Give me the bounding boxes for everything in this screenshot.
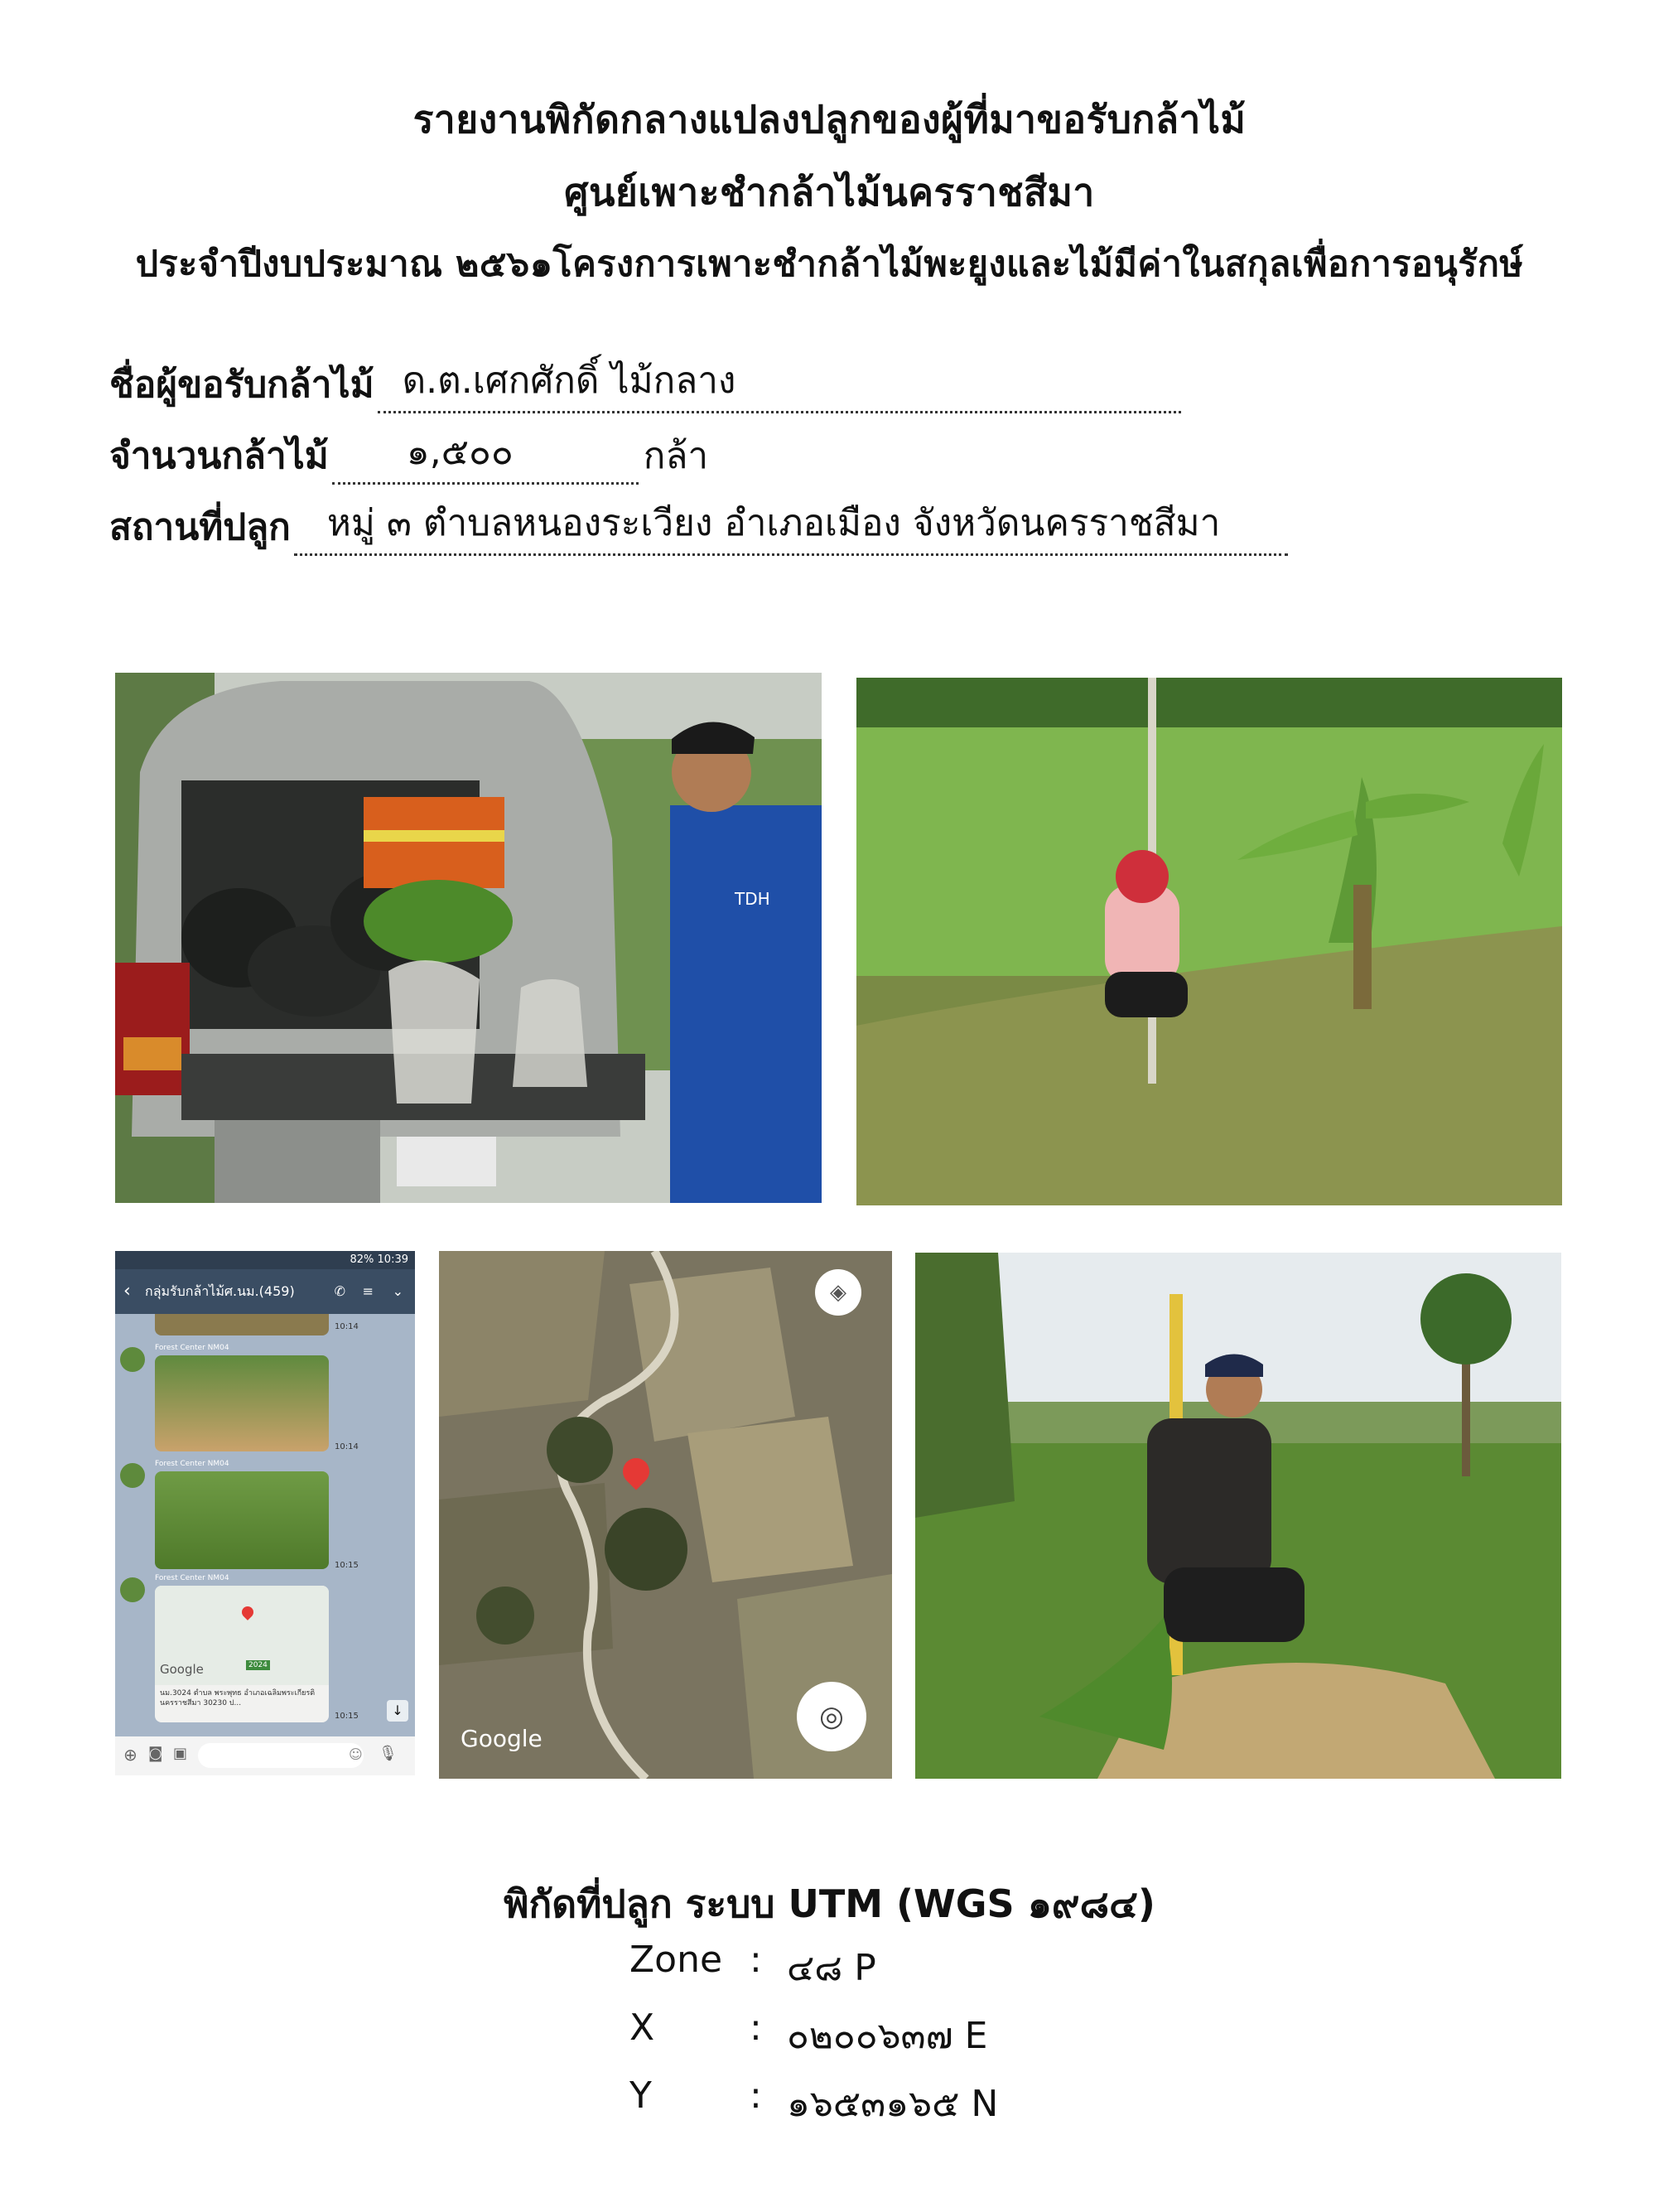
message-time: 10:14 <box>335 1442 359 1451</box>
recipient-name-value: ด.ต.เศกศักดิ์ ไม้กลาง <box>378 351 1181 413</box>
utm-zone-row <box>629 1939 876 1997</box>
planting-location-label: สถานที่ปลูก <box>109 506 291 548</box>
shirt-logo: TDH <box>735 889 770 909</box>
chat-header <box>115 1269 415 1314</box>
planting-location-value: หมู่ ๓ ตำบลหนองระเวียง อำเภอเมือง จังหวัดนครราชสีมา <box>294 494 1288 556</box>
scroll-down-icon[interactable]: ↓ <box>387 1700 408 1722</box>
utm-x-value: ๐๒๐๐๖๓๗ E <box>787 2015 988 2057</box>
satellite-map[interactable] <box>439 1251 892 1779</box>
utm-x-row <box>629 2007 987 2065</box>
chat-body[interactable] <box>115 1314 415 1736</box>
message-time: 10:15 <box>335 1561 359 1570</box>
utm-x-sep: : <box>750 2007 762 2049</box>
phone-call-icon[interactable]: ✆ <box>334 1283 345 1299</box>
microphone-icon[interactable]: 🎙 <box>379 1745 398 1762</box>
chevron-down-icon[interactable]: ⌄ <box>392 1283 403 1299</box>
ranger-scene-illustration <box>915 1253 1561 1779</box>
chat-input-bar <box>115 1736 415 1775</box>
center-name: ศูนย์เพาะชำกล้าไม้นครราชสีมา <box>564 170 1095 215</box>
menu-list-icon[interactable]: ≡ <box>362 1283 374 1299</box>
field-scene-illustration <box>856 678 1562 1205</box>
utm-x-key: X <box>629 2007 655 2049</box>
utm-y-key: Y <box>629 2074 652 2117</box>
location-address: นม.3024 ตำบล พระพุทธ อำเภอเฉลิมพระเกียรติ นครราชสีมา 30230 ป... <box>160 1689 316 1707</box>
sender-name: Forest Center NM04 <box>155 1460 229 1468</box>
planting-location-field <box>109 494 1288 556</box>
utm-zone-key: Zone <box>629 1939 723 1981</box>
sender-name: Forest Center NM04 <box>155 1574 229 1582</box>
camera-icon[interactable]: ◙ <box>148 1745 163 1762</box>
chat-photo-message[interactable] <box>155 1471 329 1569</box>
seedling-quantity-unit: กล้า <box>643 435 709 477</box>
sender-name: Forest Center NM04 <box>155 1344 229 1352</box>
utm-zone-value: ๔๘ P <box>787 1947 876 1989</box>
mini-map-logo: Google <box>160 1662 204 1677</box>
report-title: รายงานพิกัดกลางแปลงปลูกของผู้ที่มาขอรับกล้าไม้ <box>412 97 1247 142</box>
phone-status-bar: 82% 10:39 <box>115 1251 415 1269</box>
image-icon[interactable]: ▣ <box>173 1745 188 1762</box>
chat-photo-message[interactable] <box>155 1355 329 1451</box>
message-input[interactable] <box>198 1743 364 1768</box>
seedling-quantity-field <box>109 423 708 485</box>
recipient-name-label: ชื่อผู้ขอรับกล้าไม้ <box>109 364 374 406</box>
seedling-quantity-value: ๑,๕๐๐ <box>332 423 639 485</box>
utm-y-sep: : <box>750 2074 762 2117</box>
coordinate-heading: พิกัดที่ปลูก ระบบ UTM (WGS ๑๙๘๔) <box>504 1881 1155 1926</box>
map-pin-icon <box>239 1604 256 1620</box>
mini-map <box>155 1586 329 1685</box>
back-arrow-icon[interactable]: ‹ <box>123 1281 131 1302</box>
plus-icon[interactable]: ⊕ <box>123 1745 137 1765</box>
emoji-icon[interactable]: ☺ <box>349 1746 363 1762</box>
utm-y-value: ๑๖๕๓๑๖๕ N <box>787 2083 999 2125</box>
map-logo: Google <box>461 1725 543 1752</box>
message-time: 10:14 <box>335 1322 359 1331</box>
truck-scene-illustration <box>115 673 822 1203</box>
sender-avatar[interactable] <box>120 1463 145 1488</box>
fiscal-year-project: ประจำปีงบประมาณ ๒๕๖๑โครงการเพาะชำกล้าไม้พะยูงและไม้มีค่าในสกุลเพื่อการอนุรักษ์ <box>135 244 1524 285</box>
my-location-icon[interactable]: ◎ <box>797 1682 866 1751</box>
chat-location-message[interactable] <box>155 1586 329 1722</box>
seedling-quantity-label: จำนวนกล้าไม้ <box>109 435 329 477</box>
utm-y-row <box>629 2074 998 2132</box>
layers-icon[interactable]: ◈ <box>815 1269 861 1316</box>
phone-chat-screenshot <box>115 1251 415 1775</box>
photo-seedling-pickup <box>115 673 822 1203</box>
photo-ranger-measurement <box>915 1253 1561 1779</box>
sender-avatar[interactable] <box>120 1577 145 1602</box>
recipient-name-field <box>109 351 1181 413</box>
utm-zone-sep: : <box>750 1939 762 1981</box>
message-time: 10:15 <box>335 1712 359 1721</box>
sender-avatar[interactable] <box>120 1347 145 1372</box>
photo-field-measurement <box>856 678 1562 1205</box>
road-number: 2024 <box>246 1660 270 1670</box>
chat-title: กลุ่มรับกล้าไม้ศ.นม.(459) <box>145 1283 295 1299</box>
chat-photo-partial[interactable] <box>155 1314 329 1335</box>
